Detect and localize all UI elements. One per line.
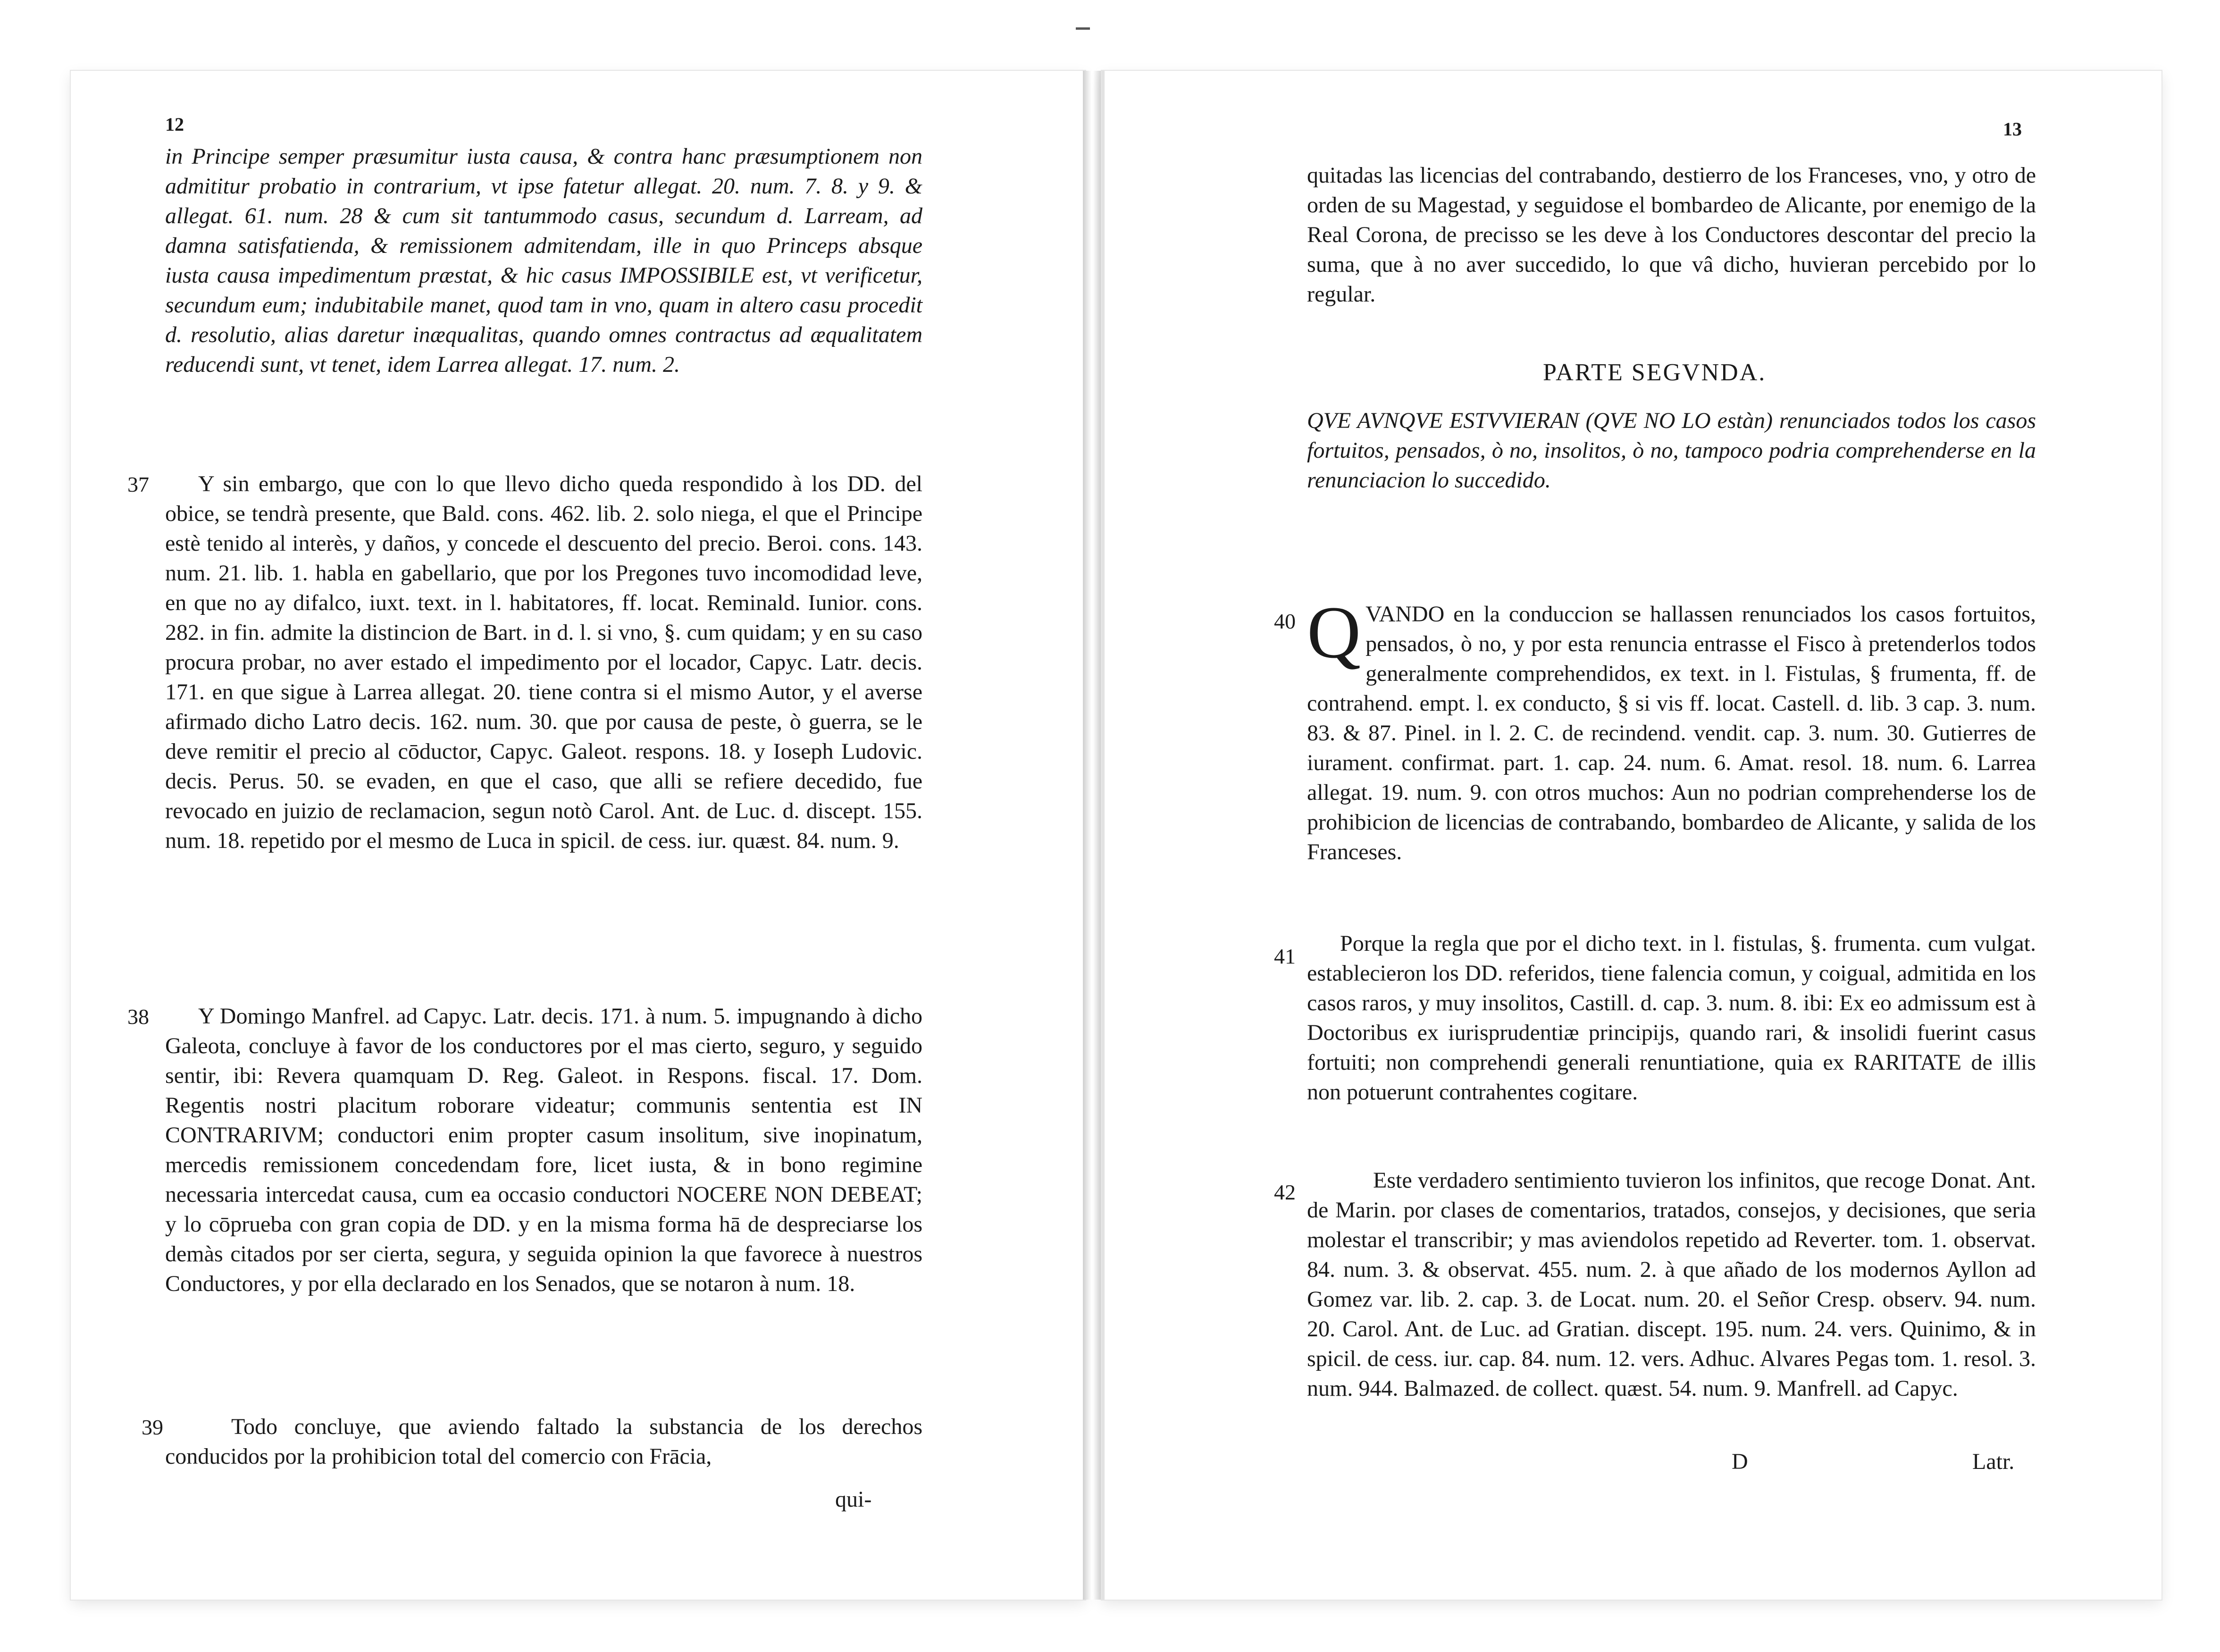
book-gutter	[1083, 71, 1102, 1600]
top-margin-mark	[1076, 27, 1090, 30]
paragraph-37-block	[165, 469, 922, 855]
paragraph-42-block	[1307, 1166, 2036, 1403]
paragraph-41: Porque la regla que por el dicho text. in l. fistulas, §. frumenta. cum vulgat. establecieron los DD. referidos, tiene falencia comun, y coigual, admitida en los casos raros, y muy insolitos, Castill. d. cap. 3. num. 8. ibi: Ex eo admissum est à Doctoribus ex iurisprudentiæ principijs, quando rari, & insolidi fuerint casus fortuiti; non comprehendi generali renuntiatione, quia ex RARITATE de illis non potuerunt contrahentes cogitare.	[1307, 931, 2036, 1105]
left-page-body	[165, 142, 922, 379]
left-catchword: qui-	[835, 1487, 872, 1512]
paragraph-number-38: 38	[127, 1005, 149, 1029]
paragraph-41-block	[1307, 929, 2036, 1107]
section-subtitle: QVE AVNQVE ESTVVIERAN (QVE NO LO estàn) renunciados todos los casos fortuitos, pensados, ò no, insolitos, ò no, tampoco podria comprehenderse en la renunciacion lo succedido.	[1307, 408, 2036, 493]
section-title: PARTE SEGVNDA.	[1543, 359, 1767, 386]
paragraph-number-41: 41	[1274, 944, 1296, 968]
paragraph-number-42: 42	[1274, 1180, 1296, 1204]
left-page-number: 12	[165, 114, 184, 135]
paragraph-37: Y sin embargo, que con lo que llevo dicho queda respondido à los DD. del obice, se tendrà presente, que Bald. cons. 462. lib. 2. solo niega, el que el Principe estè tenido al interès, y daños, y concede el descuento del precio. Beroi. cons. 143. num. 21. lib. 1. habla en gabellario, que por los Pregones tuvo incomodidad leve, en que no ay difalco, iuxt. text. in l. habitatores, ff. locat. Reminald. Iunior. cons. 282. in fin. admite la distincion de Bart. in d. l. si vno, §. cum quidam; y en su caso procura probar, no aver estado el impedimento por el locador, Capyc. Latr. decis. 171. en que sigue à Larrea allegat. 20. tiene contra si el mismo Autor, y el averse afirmado dicho Latro decis. 162. num. 30. que por causa de peste, ò guerra, se le deve remitir el precio al cōductor, Capyc. Galeot. respons. 18. y Ioseph Ludovic. decis. Perus. 50. se evaden, en que el caso, que alli se refiere decedido, fue revocado en juizio de reclamacion, segun notò Carol. Ant. de Luc. d. discept. 155. num. 18. repetido por el mesmo de Luca in spicil. de cess. iur. quæst. 84. num. 9.	[165, 471, 922, 853]
paragraph-40-block	[1307, 591, 2036, 867]
right-catchword: Latr.	[1972, 1449, 2015, 1474]
paragraph-number-39: 39	[142, 1415, 163, 1439]
signature-mark: D	[1732, 1449, 1748, 1474]
right-intro-paragraph: quitadas las licencias del contrabando, destierro de los Franceses, vno, y otro de orden de su Magestad, y seguidose el bombardeo de Alicante, por enemigo de la Real Corona, de precisso se les deve à los Conductores descontar del precio la suma, que à no aver succedido, lo que vâ dicho, huvieran percebido por lo regular.	[1307, 163, 2036, 307]
paragraph-38-block	[165, 1001, 922, 1299]
left-intro-paragraph: in Principe semper præsumitur iusta causa, & contra hanc præsumptionem non admititur probatio in contrarium, vt ipse fatetur allegat. 20. num. 7. 8. y 9. & allegat. 61. num. 28 & cum sit tantummodo casus, secundum d. Larream, ad damna satisfatienda, & remissionem admitendam, ille in quo Princeps absque iusta causa impedimentum præstat, & hic casus IMPOSSIBILE est, vt verificetur, secundum eum; indubitabile manet, quod tam in vno, quam in altero casu procedit d. resolutio, alias daretur inæqualitas, quando omnes contractus ad æqualitatem reducendi sunt, vt tenet, idem Larrea allegat. 17. num. 2.	[165, 144, 922, 377]
paragraph-39: Todo concluye, que aviendo faltado la substancia de los derechos conducidos por la prohibicion total del comercio con Frācia,	[165, 1414, 922, 1469]
paragraph-number-40: 40	[1274, 609, 1296, 633]
right-page-number: 13	[2003, 118, 2022, 140]
paragraph-40: VANDO en la conduccion se hallassen renunciados los casos fortuitos, pensados, ò no, y por esta renuncia entrasse el Fisco à pretenderlos todos generalmente comprehendidos, ex text. in l. Fistulas, § frumenta, ff. de contrahend. empt. l. ex conducto, § si vis ff. locat. Castell. d. lib. 3 cap. 3. num. 83. & 87. Pinel. in l. 2. C. de recindend. vendit. cap. 3. num. 30. Gutierres de iurament. confirmat. part. 1. cap. 24. num. 6. Amat. resol. 18. num. 6. Larrea allegat. 19. num. 9. con otros muchos: Aun no podrian comprehenderse los de prohibicion de licencias de contrabando, bombardeo de Alicante, y salida de los Franceses.	[1307, 602, 2036, 864]
paragraph-42: Este verdadero sentimiento tuvieron los infinitos, que recoge Donat. Ant. de Marin. por clases de comentarios, tratados, consejos, y decisiones, que seria molestar el transcribir; y mas aviendolos repetido ad Reverter. tom. 1. observat. 84. num. 3. & observat. 455. num. 2. à que añado de los modernos Ayllon ad Gomez var. lib. 2. cap. 3. de Locat. num. 20. el Señor Cresp. observ. 94. num. 20. Carol. Ant. de Luc. ad Gratian. discept. 195. num. 24. vers. Quinimo, & in spicil. de cess. iur. cap. 84. num. 12. vers. Adhuc. Alvares Pegas tom. 1. resol. 3. num. 944. Balmazed. de collect. quæst. 54. num. 9. Manfrell. ad Capyc.	[1307, 1168, 2036, 1401]
drop-cap-letter: Q	[1307, 591, 1361, 674]
paragraph-38: Y Domingo Manfrel. ad Capyc. Latr. decis. 171. à num. 5. impugnando à dicho Galeota, concluye à favor de los conductores por el mas cierto, seguro, y seguido sentir, ibi: Revera quamquam D. Reg. Galeot. in Respons. fiscal. 17. Dom. Regentis nostri placitum roborare videatur; communis sententia est IN CONTRARIVM; conductori enim propter casum insolitum, sive inopinatum, mercedis remissionem concedendam fore, licet iusta, & in bono regimine necessaria intercedat causa, cum ea occasio conductori NOCERE NON DEBEAT; y lo cōprueba con gran copia de DD. y en la misma forma hā de despreciarse los demàs citados por ser cierta, segura, y seguida opinion la que favorece à nuestros Conductores, y por ella declarado en los Senados, que se notaron à num. 18.	[165, 1004, 922, 1296]
paragraph-39-block	[165, 1412, 922, 1471]
section-subtitle-block	[1307, 406, 2036, 495]
paragraph-number-37: 37	[127, 472, 149, 496]
right-intro-block	[1307, 160, 2036, 309]
